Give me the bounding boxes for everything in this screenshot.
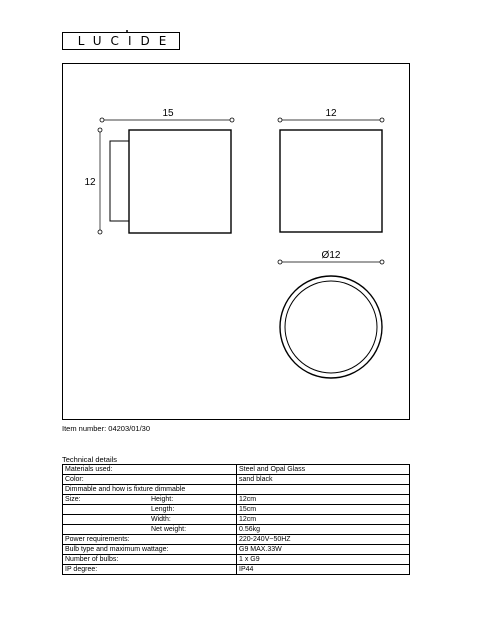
row-label: Power requirements: — [65, 536, 130, 543]
table-row — [63, 555, 410, 565]
row-value: IP44 — [237, 565, 410, 575]
table-row — [63, 475, 410, 485]
side-width-label: 15 — [162, 108, 174, 119]
dim-endpoint — [230, 118, 234, 122]
row-label-cell — [63, 475, 237, 485]
item-number — [62, 424, 150, 433]
row-label-cell — [63, 555, 237, 565]
table-row — [63, 505, 410, 515]
row-value: Steel and Opal Glass — [237, 465, 410, 475]
dim-endpoint — [380, 118, 384, 122]
row-label-cell — [63, 545, 237, 555]
row-value: 0.56kg — [237, 525, 410, 535]
row-label-cell — [63, 515, 237, 525]
table-row — [63, 495, 410, 505]
table-row — [63, 525, 410, 535]
row-value — [237, 485, 410, 495]
dim-endpoint — [98, 128, 102, 132]
row-value: 12cm — [237, 495, 410, 505]
dim-endpoint — [100, 118, 104, 122]
front-width-label: 12 — [325, 108, 337, 119]
table-row — [63, 515, 410, 525]
table-row — [63, 565, 410, 575]
row-label: IP degree: — [65, 566, 98, 573]
side-height-label: 12 — [84, 177, 96, 188]
item-number-label: Item number: — [62, 424, 107, 433]
table-row — [63, 535, 410, 545]
row-value: 12cm — [237, 515, 410, 525]
row-sublabel: Height: — [151, 496, 174, 503]
row-value: 15cm — [237, 505, 410, 515]
front-body — [280, 130, 382, 232]
row-sublabel: Net weight: — [151, 526, 187, 533]
row-sublabel: Length: — [151, 506, 175, 513]
side-view — [98, 118, 234, 234]
row-label: Color: — [65, 476, 84, 483]
front-view — [278, 118, 384, 232]
row-label: Bulb type and maximum wattage: — [65, 546, 169, 553]
row-label: Size: — [65, 496, 81, 503]
outer-ring — [280, 276, 382, 378]
dim-endpoint — [380, 260, 384, 264]
row-label: Number of bulbs: — [65, 556, 119, 563]
row-label-cell — [63, 525, 237, 535]
row-sublabel: Width: — [151, 516, 171, 523]
dim-endpoint — [278, 260, 282, 264]
table-row — [63, 545, 410, 555]
wall-mount-plate — [110, 141, 129, 221]
row-label-cell — [63, 495, 237, 505]
technical-details-title: Technical details — [62, 455, 118, 464]
row-label-cell — [63, 465, 237, 475]
logo-text: LUCIDE — [77, 34, 176, 48]
inner-ring — [285, 281, 377, 373]
row-value: 1 x G9 — [237, 555, 410, 565]
row-label-cell — [63, 535, 237, 545]
row-value: G9 MAX.33W — [237, 545, 410, 555]
dim-endpoint — [278, 118, 282, 122]
row-label-cell — [63, 485, 237, 495]
row-label: Materials used: — [65, 466, 113, 473]
row-value: sand black — [237, 475, 410, 485]
row-value: 220-240V~50HZ — [237, 535, 410, 545]
row-label-cell — [63, 565, 237, 575]
row-label: Dimmable and how is fixture dimmable — [65, 486, 186, 493]
item-number-value: 04203/01/30 — [108, 424, 150, 433]
technical-details-table — [62, 464, 410, 575]
table-row — [63, 485, 410, 495]
dim-endpoint — [98, 230, 102, 234]
round-view — [278, 260, 384, 378]
row-label-cell — [63, 505, 237, 515]
table-row — [63, 465, 410, 475]
diameter-label: Ø12 — [321, 250, 341, 261]
side-body — [129, 130, 231, 233]
